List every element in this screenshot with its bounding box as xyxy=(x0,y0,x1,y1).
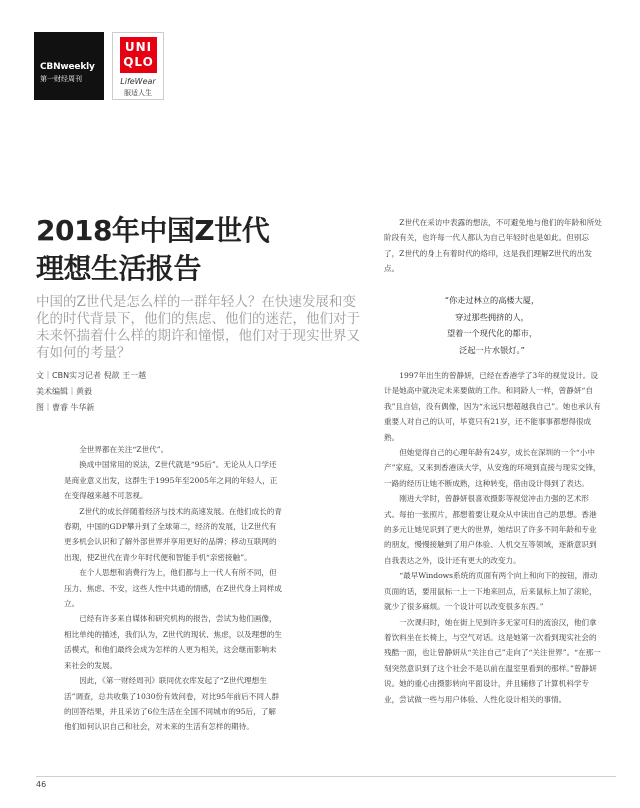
body-paragraph: Z世代在采访中表露的想法，不可避免地与他们的年龄和所处阶段有关，也许每一代人都认为自己年轻时也是如此。但别忘了，Z世代的身上有着时代的烙印，这是我们理解Z世代的出发点。 xyxy=(384,218,602,274)
credit-photo: 图｜曹睿 牛华新 xyxy=(36,403,95,412)
quote-line: “你走过林立的高楼大厦， xyxy=(444,295,540,305)
title-line-2: 理想生活报告 xyxy=(36,252,202,285)
lifewear-cn-text: 服适人生 xyxy=(124,89,152,97)
body-paragraph: 1997年出生的曾静妍，已经在香港学了3年的视觉设计。设计是她高中就决定未来要做的工作。和同龄人一样，曾静妍“自我”且自信，没有偶像，因为“永远只想超越我自己”。她也承认有重要人对自己的认可，毕竟只有21岁，还不能事事都想得很成熟。 xyxy=(384,371,601,442)
quote-line: 泛起一片水银灯。” xyxy=(459,344,525,355)
body-paragraph: 一次课归时，她在街上见到许多无家可归的流浪汉，他们拿着饮料坐在长椅上，与空气对话。这是她第一次看到现实社会的残酷一面，也让曾静妍从“关注自己”走向了“关注世界”。“在那一刻突然意识到了这个社会不是以前在温室里看到的那样。”曾静妍说。她的重心由摄影转向平面设计，并且辅修了计算机科学专业，尝试做一些与用户体验、人性化设计相关的事情。 xyxy=(384,617,601,704)
body-paragraph: 已经有许多来自媒体和研究机构的报告，尝试为他们画像，相比单纯的描述，我们认为，Z世代的现状、焦虑，以及理想的生活模式，和他们最终会成为怎样的人更为相关，这会继而影响未来社会的发展。 xyxy=(64,614,282,670)
credits xyxy=(36,368,146,416)
body-paragraph: 在个人思想和消费行为上，他们都与上一代人有所不同，但压力、焦虑、不安，这些人性中共通的情感，在Z世代身上同样成立。 xyxy=(64,568,282,609)
body-right-column xyxy=(384,368,602,707)
quote-line: 穿过那些拥挤的人， xyxy=(455,311,529,322)
cbn-logo-subtext: 第一财经周刊 xyxy=(40,75,82,83)
article-subtitle: 中国的Z世代是怎么样的一群年轻人？在快速发展和变化的时代背景下，他们的焦虑、他们的迷茫，他们对于未来怀揣着什么样的期许和憧憬，他们对于现实世界又有如何的考量？ xyxy=(36,294,360,361)
article-title xyxy=(36,212,356,288)
credit-writer: 文｜CBN实习记者 倪歆 王一越 xyxy=(36,371,147,380)
body-paragraph: “最早Windows系统的页面有两个向上和向下的按钮，滑动页面的话，要用鼠标一上一下地来回点，后来鼠标上加了滚轮，就少了很多麻烦。一个设计可以改变很多东西。” xyxy=(384,571,598,612)
uniqlo-bottom-text: QLO xyxy=(123,55,154,69)
body-left-column xyxy=(64,442,282,735)
body-paragraph: Z世代的成长伴随着经济与技术的高速发展。在他们成长的青春期，中国的GDP攀升到了全球第二，经济的发展，让Z世代有更多机会认识和了解外部世界并享用更好的品牌；移动互联网的出现，使Z世代在青少年时代便和智能手机“亲密接触”。 xyxy=(64,506,282,562)
page-number: 46 xyxy=(36,780,47,789)
lifewear-text: LifeWear xyxy=(120,77,156,86)
credit-art-editor: 美术编辑｜黄毅 xyxy=(36,387,92,396)
cbn-logo-text: CBNweekly xyxy=(40,62,95,72)
body-paragraph: 刚进大学时，曾静妍很喜欢摄影等视觉冲击力强的艺术形式。每拍一张照片，都想着要让观众从中读出自己的思想。香港的多元让她见识到了更大的世界，她结识了许多不同年龄和专业的朋友，慢慢接触到了用户体验、人机交互等领域，逐渐意识到自我表达之外，设计还有更大的改变力。 xyxy=(384,494,597,565)
cbnweekly-logo xyxy=(34,32,104,100)
title-line-1: 2018年中国Z世代 xyxy=(36,214,270,247)
body-right-intro xyxy=(384,215,602,277)
body-paragraph: 因此，《第一财经周刊》联同优衣库发起了“Z世代理想生活”调查，总共收集了1030份有效问卷，对比95年前后不同人群的回答结果，并且采访了6位生活在全国不同城市的95后，了解他们如何认识自己和社会，对未来的生活有怎样的期待。 xyxy=(64,676,280,732)
body-paragraph: 但她觉得自己的心理年龄有24岁，成长在深圳的一个“小中产”家庭，又来到香港读大学，从安逸的环境到直接与现实交锋，一路的经历让她不断成熟，这种转变，借由设计得到了表达。 xyxy=(384,448,601,488)
body-paragraph: 全世界都在关注“Z世代”。 xyxy=(79,445,169,454)
pull-quote xyxy=(392,292,592,358)
uniqlo-red-box xyxy=(120,37,157,73)
body-paragraph: 换成中国常用的说法，Z世代就是“95后”。无论从人口学还是商业意义出发，这群生于1995年至2005年之间的年轻人，正在变得越来越不可忽视。 xyxy=(64,460,278,501)
uniqlo-logo xyxy=(112,32,164,100)
quote-line: 望着一个现代化的都市， xyxy=(446,328,538,338)
uniqlo-top-text: UNI xyxy=(124,40,153,54)
footer-divider xyxy=(36,776,616,777)
